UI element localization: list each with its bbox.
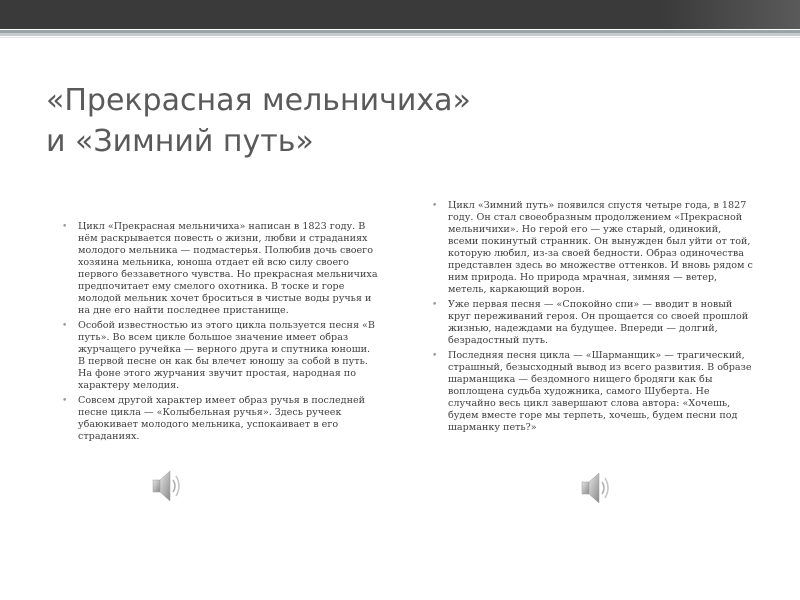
- top-bar-accent: [660, 0, 800, 29]
- bullet-icon: •: [62, 222, 68, 232]
- left-bullet-item: [62, 320, 380, 392]
- speaker-left-graphic: [151, 466, 185, 506]
- left-bullet-item: [62, 395, 380, 443]
- left-bullet-list: [62, 221, 380, 443]
- header-divider-secondary: [0, 33, 800, 36]
- right-bullet-item: [432, 350, 754, 434]
- header-divider-tertiary: [0, 37, 800, 38]
- speaker-right-graphic: [580, 468, 614, 508]
- right-bullet-item: [432, 299, 754, 347]
- bullet-icon: •: [62, 396, 68, 406]
- slide-title-line-1: «Прекрасная мельничиха»: [46, 83, 471, 118]
- bullet-icon: •: [432, 300, 438, 310]
- left-bullet-text: Особой известностью из этого цикла пользуется песня «В путь». Во всем цикле большое значение имеет образ журчащего ручейка — верного друга и спутника юноши. В первой песне он как бы влечет юношу за собой в путь. На фоне этого журчания звучит простая, народная по характеру мелодия.: [78, 320, 375, 391]
- right-bullet-text: Последняя песня цикла — «Шарманщик» — трагический, страшный, безысходный вывод из всего развития. В образе шарманщика — бездомного нищего бродяги как бы воплощена судьба художника, самого Шуберта. Не случайно весь цикл завершают слова автора: «Хочешь, будем вместе горе мы терпеть, хочешь, будем песни под шарманку петь?»: [448, 350, 752, 433]
- right-bullet-item: [432, 200, 754, 296]
- slide-title-line-2: и «Зимний путь»: [46, 124, 314, 159]
- right-bullet-text: Уже первая песня — «Спокойно спи» — вводит в новый круг переживаний героя. Он прощается со своей прошлой жизнью, надеждами на будущее. Впереди — долгий, безрадостный путь.: [448, 299, 749, 346]
- left-column: [62, 221, 380, 446]
- right-bullet-list: [432, 200, 754, 434]
- bullet-icon: •: [432, 201, 438, 211]
- left-bullet-text: Совсем другой характер имеет образ ручья в последней песне цикла — «Колыбельная ручья». Здесь ручеек убаюкивает молодого мельника, успокаивает в его страданиях.: [78, 395, 366, 442]
- right-bullet-text: Цикл «Зимний путь» появился спустя четыре года, в 1827 году. Он стал своеобразным продолжением «Прекрасной мельничихи». Но герой его — уже старый, одинокий, всеми покинутый странник. Он вынужден был уйти от той, которую любил, из-за своей бедности. Образ одиночества представлен здесь во множестве оттенков. И вновь рядом с ним природа. Но природа мрачная, зимняя — ветер, метель, каркающий ворон.: [448, 200, 753, 295]
- sound-icon[interactable]: [151, 466, 185, 506]
- slide-title: [46, 80, 646, 162]
- sound-icon[interactable]: [580, 468, 614, 508]
- left-bullet-item: [62, 221, 380, 317]
- bullet-icon: •: [62, 321, 68, 331]
- right-column: [432, 200, 754, 437]
- left-bullet-text: Цикл «Прекрасная мельничиха» написан в 1823 году. В нём раскрывается повесть о жизни, любви и страданиях молодого мельника — подмастерья. Полюбив дочь своего хозяина мельника, юноша отдает ей всю силу своего первого беззаветного чувства. Но прекрасная мельничиха предпочитает ему смелого охотника. В тоске и горе молодой мельник хочет броситься в чистые воды ручья и на дне его найти последнее пристанище.: [78, 221, 378, 316]
- bullet-icon: •: [432, 351, 438, 361]
